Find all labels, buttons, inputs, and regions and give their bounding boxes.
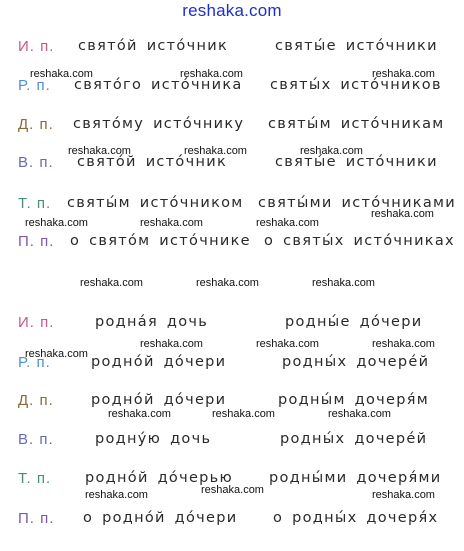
watermark: reshaka.com: [68, 145, 131, 157]
plural-form: родны́м дочеря́м: [278, 392, 430, 408]
watermark: reshaka.com: [85, 489, 148, 501]
watermark: reshaka.com: [372, 68, 435, 80]
case-label: П. п.: [18, 510, 55, 527]
table2-row-pp: [0, 510, 464, 534]
case-label: В. п.: [18, 154, 54, 171]
watermark: reshaka.com: [328, 408, 391, 420]
case-label: П. п.: [18, 233, 55, 250]
watermark: reshaka.com: [25, 217, 88, 229]
singular-form: святóй истóчник: [77, 154, 228, 170]
watermark: reshaka.com: [184, 145, 247, 157]
watermark: reshaka.com: [108, 408, 171, 420]
watermark: reshaka.com: [372, 338, 435, 350]
case-label: Т. п.: [18, 195, 52, 212]
watermark: reshaka.com: [300, 145, 363, 157]
singular-form: о святóм истóчнике: [70, 233, 251, 249]
singular-form: роднóй дóчери: [91, 354, 227, 370]
case-label: И. п.: [18, 314, 55, 331]
watermark: reshaka.com: [256, 217, 319, 229]
watermark: reshaka.com: [312, 277, 375, 289]
singular-form: роднóй дóчерью: [85, 470, 234, 486]
singular-form: роднáя дочь: [95, 314, 209, 330]
plural-form: родны́е дóчери: [285, 314, 423, 330]
plural-form: святы́х истóчников: [270, 77, 442, 93]
case-label: Д. п.: [18, 116, 54, 133]
watermark: reshaka.com: [140, 217, 203, 229]
watermark: reshaka.com: [256, 338, 319, 350]
watermark: reshaka.com: [372, 489, 435, 501]
table1-row-im: [0, 38, 464, 62]
watermark: reshaka.com: [212, 408, 275, 420]
plural-form: родны́х дочерéй: [280, 431, 428, 447]
case-label: Т. п.: [18, 470, 52, 487]
plural-form: святы́е истóчники: [275, 154, 438, 170]
singular-form: о роднóй дóчери: [83, 510, 238, 526]
watermark: reshaka.com: [140, 338, 203, 350]
table2-row-im: [0, 314, 464, 338]
table1-row-pp: [0, 233, 464, 257]
table1-row-vp: [0, 154, 464, 178]
watermark: reshaka.com: [371, 208, 434, 220]
singular-form: святóго истóчника: [74, 77, 243, 93]
singular-form: роднýю дочь: [95, 431, 212, 447]
table1-row-rp: [0, 77, 464, 101]
case-label: Р. п.: [18, 354, 51, 371]
case-label: Р. п.: [18, 77, 51, 94]
plural-form: святы́ми истóчниками: [258, 195, 456, 211]
plural-form: о святы́х истóчниках: [264, 233, 455, 249]
singular-form: святóй истóчник: [78, 38, 229, 54]
case-label: Д. п.: [18, 392, 54, 409]
singular-form: святы́м истóчником: [67, 195, 244, 211]
plural-form: о родны́х дочеря́х: [273, 510, 439, 526]
watermark: reshaka.com: [30, 68, 93, 80]
plural-form: родны́ми дочеря́ми: [269, 470, 442, 486]
singular-form: роднóй дóчери: [91, 392, 227, 408]
plural-form: родны́х дочерéй: [282, 354, 430, 370]
watermark: reshaka.com: [196, 277, 259, 289]
plural-form: святы́м истóчникам: [268, 116, 445, 132]
table1-row-dp: [0, 116, 464, 140]
watermark: reshaka.com: [25, 348, 88, 360]
watermark: reshaka.com: [180, 68, 243, 80]
table2-row-vp: [0, 431, 464, 455]
site-header: reshaka.com: [182, 1, 282, 20]
watermark: reshaka.com: [80, 277, 143, 289]
case-label: И. п.: [18, 38, 55, 55]
case-label: В. п.: [18, 431, 54, 448]
watermark: reshaka.com: [201, 484, 264, 496]
plural-form: святы́е истóчники: [275, 38, 438, 54]
singular-form: святóму истóчнику: [73, 116, 245, 132]
